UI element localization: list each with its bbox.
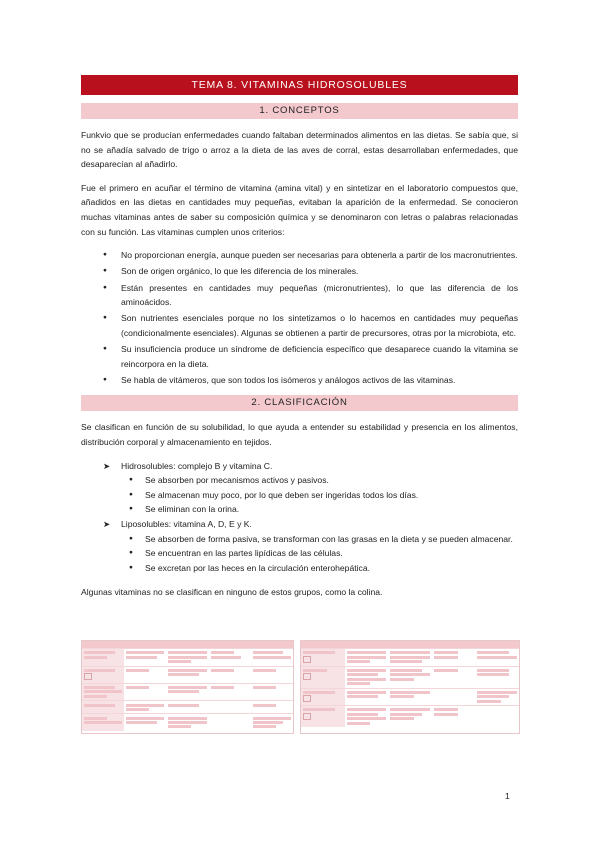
group-label-liposolubles: ➤ Liposolubles: vitamina A, D, E y K.: [81, 517, 518, 532]
list-item: ● Se excretan por las heces en la circulación enterohepática.: [145, 561, 518, 576]
list-item: ● Se absorben por mecanismos activos y pasivos.: [145, 473, 518, 488]
vitamin-tables-thumbnails: [81, 640, 518, 732]
liposolubles-list: [81, 532, 518, 576]
list-item: ● Se absorben de forma pasiva, se transforman con las grasas en la dieta y se pueden almacenar.: [145, 532, 518, 547]
table-row: [301, 705, 519, 727]
section-title-clasificacion: 2. CLASIFICACIÓN: [81, 395, 518, 411]
table-row: [82, 666, 293, 683]
document-title: TEMA 8. VITAMINAS HIDROSOLUBLES: [81, 75, 518, 95]
list-item: ● Están presentes en cantidades muy pequeñas (micronutrientes), lo que las diferencia de los aminoácidos.: [121, 281, 518, 310]
list-item: ● Son de origen orgánico, lo que les diferencia de los minerales.: [121, 264, 518, 279]
table-row: [82, 648, 293, 666]
page-number: 1: [505, 791, 510, 801]
hidrosolubles-list: [81, 473, 518, 517]
hidrosolubles-table-thumbnail: [81, 640, 294, 734]
table-row: [82, 700, 293, 713]
section-title-conceptos: 1. CONCEPTOS: [81, 103, 518, 119]
list-item: ● Su insuficiencia produce un síndrome de deficiencia específico que desaparece cuando la vitamina se reincorpora en la dieta.: [121, 342, 518, 371]
table-row: [301, 688, 519, 706]
list-item: ● Se almacenan muy poco, por lo que deben ser ingeridas todos los días.: [145, 488, 518, 503]
paragraph: Fue el primero en acuñar el término de vitamina (amina vital) y en sintetizar en el laboratorio compuestos que, añadidos en las dietas en cantidades muy pequeñas, evitaban la aparición de la enfermedad. Se conocieron muchas vitaminas antes de saber su composición química y se denominaron con letras o palabras relacionadas con su función. Las vitaminas cumplen unos criterios:: [81, 182, 518, 237]
list-item: ● No proporcionan energía, aunque pueden ser necesarias para obtenerla a partir de los macronutrientes.: [121, 248, 518, 263]
paragraph: Funkvio que se producían enfermedades cuando faltaban determinados alimentos en las dietas. Se sabía que, si no se añadía salvado de trigo o arroz a la dieta de las aves de corral, estas desarrollaban enfermedades, que desaparecían al añadirlo.: [81, 130, 518, 170]
table-row: [82, 683, 293, 701]
criteria-list: [81, 248, 518, 387]
table-row: [301, 648, 519, 666]
table-row: [82, 713, 293, 731]
paragraph: Algunas vitaminas no se clasifican en ninguno de estos grupos, como la colina.: [81, 587, 383, 598]
document-page: [81, 75, 518, 609]
list-item: ● Se eliminan con la orina.: [145, 502, 518, 517]
group-label-hidrosolubles: ➤ Hidrosolubles: complejo B y vitamina C.: [81, 459, 518, 474]
table-row: [301, 666, 519, 688]
paragraph: Se clasifican en función de su solubilidad, lo que ayuda a entender su estabilidad y presencia en los alimentos, distribución corporal y almacenamiento en tejidos.: [81, 422, 518, 448]
list-item: ● Son nutrientes esenciales porque no los sintetizamos o lo hacemos en cantidades muy pequeñas (condicionalmente esenciales). Algunas se obtienen a partir de precursores, otras por la microbiota, etc.: [121, 311, 518, 340]
table-header-band: [82, 641, 293, 648]
liposolubles-table-thumbnail: [300, 640, 520, 734]
list-item: ● Se encuentran en las partes lipídicas de las células.: [145, 546, 518, 561]
list-item: ● Se habla de vitámeros, que son todos los isómeros y análogos activos de las vitaminas.: [121, 373, 518, 388]
table-header-band: [301, 641, 519, 648]
